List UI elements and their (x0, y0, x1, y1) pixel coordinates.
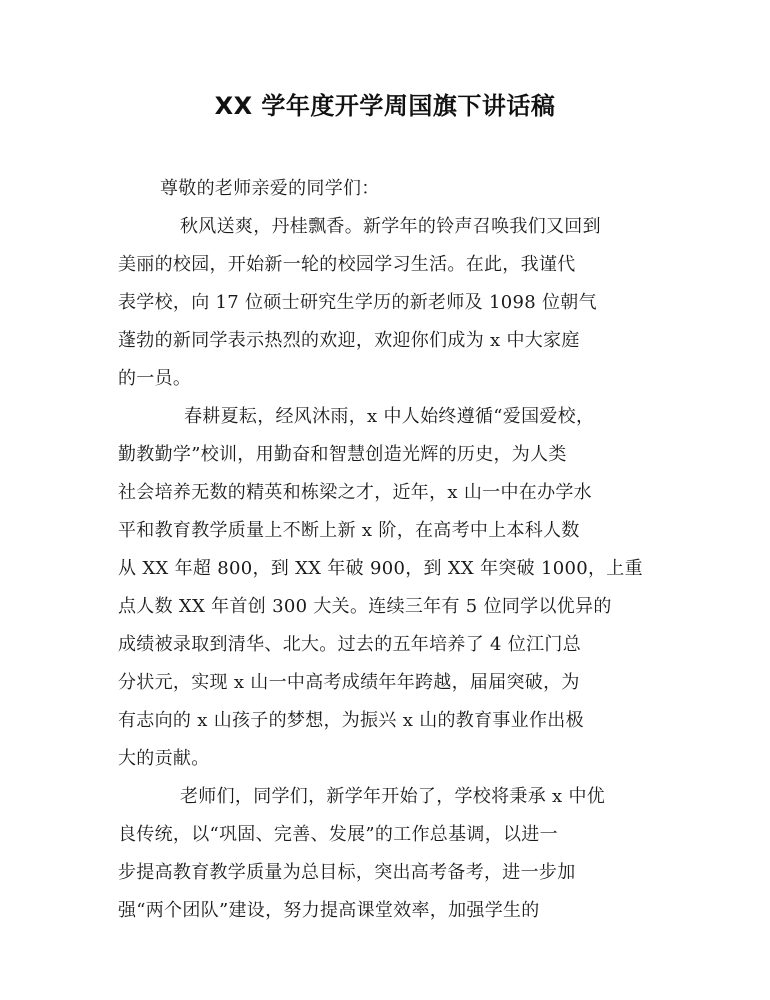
salutation-line: 尊敬的老师亲爱的同学们： (160, 178, 380, 199)
paragraph-line: 表学校，向 17 位硕士研究生学历的新老师及 1098 位朝气 (118, 292, 597, 313)
paragraph-line: 平和教育教学质量上不断上新 x 阶，在高考中上本科人数 (118, 520, 580, 541)
paragraph-line: 蓬勃的新同学表示热烈的欢迎，欢迎你们成为 x 中大家庭 (118, 330, 580, 351)
paragraph-line: 分状元，实现 x 山一中高考成绩年年跨越，届届突破，为 (118, 672, 580, 693)
paragraph-line: 春耕夏耘，经风沐雨，x 中人始终遵循“爱国爱校， (184, 406, 595, 427)
paragraph-line: 良传统，以“巩固、完善、发展”的工作总基调，以进一 (118, 824, 558, 845)
paragraph-line: 点人数 XX 年首创 300 大关。连续三年有 5 位同学以优异的 (118, 596, 612, 617)
paragraph-line: 大的贡献。 (118, 748, 210, 769)
paragraph-line: 秋风送爽，丹桂飘香。新学年的铃声召唤我们又回到 (180, 216, 601, 237)
document-title: XX 学年度开学周国旗下讲话稿 (214, 92, 556, 120)
paragraph-line: 勤教勤学”校训，用勤奋和智慧创造光辉的历史，为人类 (118, 444, 567, 465)
paragraph-line: 从 XX 年超 800，到 XX 年破 900，到 XX 年突破 1000，上重 (118, 558, 643, 579)
paragraph-line: 成绩被录取到清华、北大。过去的五年培养了 4 位江门总 (118, 634, 581, 655)
paragraph-line: 步提高教育教学质量为总目标，突出高考备考，进一步加 (118, 862, 576, 883)
paragraph-line: 老师们，同学们，新学年开始了，学校将秉承 x 中优 (180, 786, 606, 807)
paragraph-line: 社会培养无数的精英和栋梁之才，近年，x 山一中在办学水 (118, 482, 592, 503)
paragraph-line: 的一员。 (118, 368, 192, 389)
paragraph-line: 有志向的 x 山孩子的梦想，为振兴 x 山的教育事业作出极 (118, 710, 584, 731)
paragraph-line: 美丽的校园，开始新一轮的校园学习生活。在此，我谨代 (118, 254, 576, 275)
paragraph-line: 强“两个团队”建设，努力提高课堂效率，加强学生的 (118, 900, 540, 921)
